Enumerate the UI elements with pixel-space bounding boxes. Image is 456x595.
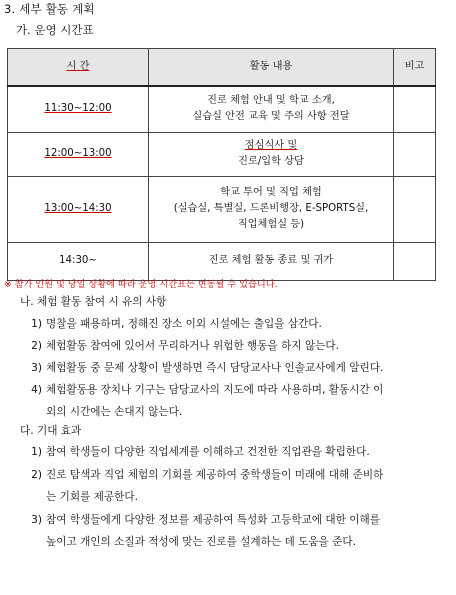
list-item: 2) 체험활동 참여에 있어서 무리하거나 위험한 행동을 하지 않는다.: [31, 340, 340, 352]
remarks-cell: [394, 132, 436, 176]
table-row: [8, 176, 436, 242]
schedule-table: [7, 48, 436, 281]
table-row: [8, 86, 436, 132]
remarks-cell: [394, 86, 436, 132]
schedule-note: ※ 참가 인원 및 당일 상황에 따라 운영 시간표는 변동될 수 있습니다.: [4, 279, 278, 290]
list-item: 3) 체험활동 중 문제 상황이 발생하면 즉시 담당교사나 인솔교사에게 알린다.: [31, 362, 384, 374]
table-row: [8, 132, 436, 176]
schedule-subheading: 가. 운영 시간표: [16, 23, 94, 37]
activity-line: 진로/입학 상담: [238, 156, 304, 167]
expected-effects-title: 다. 기대 효과: [20, 425, 82, 437]
section-heading: 3. 세부 활동 계획: [4, 2, 95, 16]
time-cell: 11:30~12:00: [8, 86, 149, 132]
activity-cell: [149, 132, 394, 176]
header-activity: 활동 내용: [149, 49, 394, 87]
header-remarks: 비고: [394, 49, 436, 87]
activity-line: 실습실 안전 교육 및 주의 사항 전달: [192, 111, 350, 123]
activity-cell: [149, 242, 394, 280]
precautions-list: [22, 315, 442, 421]
activity-line: 점심식사 및: [244, 140, 298, 151]
table-header-row: [8, 49, 436, 87]
list-item: 2) 진로 탐색과 직업 체험의 기회를 제공하여 중학생들이 미래에 대해 준비하 는 기회를 제공한다.: [31, 469, 384, 503]
activity-line: (실습실, 특별실, 드론비행장, E-SPORTS실,: [173, 203, 369, 214]
list-item: 3) 참여 학생들에게 다양한 정보를 제공하여 특성화 고등학교에 대한 이해를 높이고 개인의 소질과 적성에 맞는 진로를 설계하는 데 도움을 준다.: [31, 514, 380, 548]
remarks-cell: [394, 176, 436, 242]
remarks-cell: [394, 242, 436, 280]
activity-line: 직업체험실 등): [237, 219, 305, 230]
activity-line: 학교 투어 및 직업 체험: [220, 187, 322, 198]
activity-line: 진로 체험 활동 종료 및 귀가: [208, 255, 334, 266]
activity-line: 진로 체험 안내 및 학교 소개,: [207, 95, 335, 107]
table-row: [8, 242, 436, 280]
list-item: 1) 명찰을 패용하며, 정해진 장소 이외 시설에는 출입을 삼간다.: [31, 318, 322, 330]
time-cell: 14:30~: [8, 242, 149, 280]
precautions-title: 나. 체험 활동 참여 시 유의 사항: [20, 296, 167, 308]
activity-cell: [149, 176, 394, 242]
list-item: 4) 체험활동용 장치나 기구는 담당교사의 지도에 따라 사용하며, 활동시간 이 외의 시간에는 손대지 않는다.: [31, 384, 384, 418]
expected-effects-list: [22, 443, 442, 551]
time-cell: 13:00~14:30: [8, 176, 149, 242]
activity-cell: [149, 86, 394, 132]
header-time: 시 간: [8, 49, 149, 87]
list-item: 1) 참여 학생들이 다양한 직업세계를 이해하고 건전한 직업관을 확립한다.: [31, 446, 370, 458]
time-cell: 12:00~13:00: [8, 132, 149, 176]
